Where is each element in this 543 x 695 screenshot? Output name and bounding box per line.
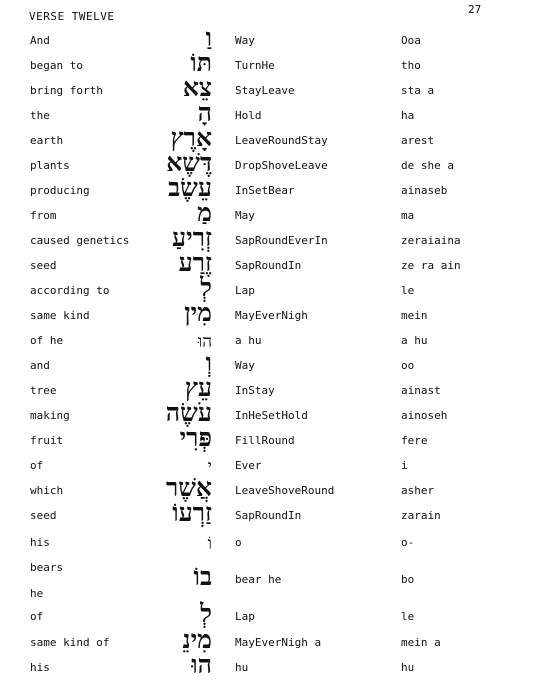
english-word: according to bbox=[30, 284, 110, 297]
hebrew-word: פְּרִי bbox=[179, 423, 212, 452]
english-word: his bbox=[30, 536, 50, 549]
english-word: tree bbox=[30, 384, 57, 397]
translation-word: SapRoundIn bbox=[235, 259, 302, 272]
table-row bbox=[0, 650, 543, 686]
table-row bbox=[0, 23, 543, 59]
translation-word: LeaveRoundStay bbox=[235, 134, 328, 147]
table-row bbox=[0, 173, 543, 209]
table-row bbox=[0, 473, 543, 509]
phonetic-word: ha bbox=[401, 109, 415, 122]
table-row bbox=[0, 398, 543, 434]
hebrew-word: אֲשֶׁר bbox=[165, 473, 212, 502]
phonetic-word: ma bbox=[401, 209, 415, 222]
hebrew-word: זְרִיעַ bbox=[172, 223, 212, 252]
table-row bbox=[0, 459, 543, 484]
phonetic-word: zeraiaina bbox=[401, 234, 461, 247]
table-row bbox=[0, 223, 543, 259]
english-word: bring forth bbox=[30, 84, 103, 97]
table-row bbox=[0, 373, 543, 409]
phonetic-word: sta a bbox=[401, 84, 435, 97]
english-word: the bbox=[30, 109, 50, 122]
table-row bbox=[0, 599, 543, 635]
translation-word: a hu bbox=[235, 334, 262, 347]
translation-word: StayLeave bbox=[235, 84, 295, 97]
translation-word: Hold bbox=[235, 109, 262, 122]
english-word: his bbox=[30, 661, 50, 674]
english-word: plants bbox=[30, 159, 70, 172]
page-title: VERSE TWELVE bbox=[29, 10, 115, 23]
hebrew-word: צֵא bbox=[182, 73, 212, 102]
hebrew-word: עֵשֶׂב bbox=[168, 173, 212, 202]
phonetic-word: ainoseh bbox=[401, 409, 448, 422]
page-number: 27 bbox=[468, 3, 482, 16]
translation-word: InStay bbox=[235, 384, 275, 397]
table-row bbox=[0, 123, 543, 159]
hebrew-word: י bbox=[207, 457, 212, 477]
english-word: and bbox=[30, 359, 50, 372]
english-word: fruit bbox=[30, 434, 64, 447]
translation-word: Ever bbox=[235, 459, 262, 472]
translation-word: o bbox=[235, 536, 242, 549]
phonetic-word: le bbox=[401, 610, 415, 623]
hebrew-word: לְ bbox=[200, 273, 212, 302]
translation-word: FillRound bbox=[235, 434, 295, 447]
english-word: of he bbox=[30, 334, 64, 347]
english-word: which bbox=[30, 484, 64, 497]
english-word: of bbox=[30, 610, 44, 623]
translation-word: Way bbox=[235, 359, 255, 372]
phonetic-word: ainast bbox=[401, 384, 441, 397]
english-word: from bbox=[30, 209, 57, 222]
phonetic-word: oo bbox=[401, 359, 415, 372]
english-word: of bbox=[30, 459, 44, 472]
phonetic-word: fere bbox=[401, 434, 428, 447]
english-word: same kind bbox=[30, 309, 90, 322]
table-row bbox=[0, 148, 543, 184]
hebrew-word: מִינֵ bbox=[182, 625, 212, 654]
translation-word: TurnHe bbox=[235, 59, 275, 72]
phonetic-word: tho bbox=[401, 59, 421, 72]
phonetic-word: asher bbox=[401, 484, 435, 497]
phonetic-word: mein a bbox=[401, 636, 441, 649]
hebrew-word: זֶרַע bbox=[178, 248, 212, 277]
table-row bbox=[0, 348, 543, 384]
table-row bbox=[0, 561, 543, 600]
phonetic-word: Ooa bbox=[401, 34, 421, 47]
table-row bbox=[0, 48, 543, 84]
table-row bbox=[0, 334, 543, 359]
translation-word: SapRoundIn bbox=[235, 509, 302, 522]
translation-word: bear he bbox=[235, 573, 282, 586]
translation-word: MayEverNigh bbox=[235, 309, 308, 322]
hebrew-word: אָרֶץ bbox=[170, 123, 212, 152]
translation-word: Way bbox=[235, 34, 255, 47]
english-word: producing bbox=[30, 184, 90, 197]
translation-word: MayEverNigh a bbox=[235, 636, 322, 649]
table-row bbox=[0, 625, 543, 661]
phonetic-word: arest bbox=[401, 134, 435, 147]
hebrew-word: דֶּשֶׁא bbox=[166, 148, 212, 177]
phonetic-word: a hu bbox=[401, 334, 428, 347]
hebrew-word: הָ bbox=[197, 98, 212, 127]
table-row bbox=[0, 73, 543, 109]
table-row bbox=[0, 248, 543, 284]
translation-word: DropShoveLeave bbox=[235, 159, 328, 172]
phonetic-word: bo bbox=[401, 573, 415, 586]
english-word: bears bbox=[30, 561, 64, 574]
table-row bbox=[0, 273, 543, 309]
phonetic-word: i bbox=[401, 459, 408, 472]
translation-word: May bbox=[235, 209, 255, 222]
english-word: And bbox=[30, 34, 50, 47]
phonetic-word: ze ra ain bbox=[401, 259, 461, 272]
english-word: seed bbox=[30, 509, 57, 522]
hebrew-word: הוּ bbox=[197, 332, 212, 352]
hebrew-word: עֵץ bbox=[184, 373, 212, 402]
table-row bbox=[0, 423, 543, 459]
hebrew-word: וֹ bbox=[207, 534, 212, 554]
translation-word: LeaveShoveRound bbox=[235, 484, 335, 497]
english-word: caused genetics bbox=[30, 234, 130, 247]
english-word-line2: he bbox=[30, 587, 44, 600]
phonetic-word: hu bbox=[401, 661, 415, 674]
translation-word: Lap bbox=[235, 610, 255, 623]
english-word: seed bbox=[30, 259, 57, 272]
translation-word: InHeSetHold bbox=[235, 409, 308, 422]
translation-word: SapRoundEverIn bbox=[235, 234, 328, 247]
hebrew-word: הוּ bbox=[191, 650, 212, 679]
hebrew-word: עֹשֶׂה bbox=[165, 398, 212, 427]
hebrew-word: זַרְעוֹ bbox=[172, 498, 212, 527]
table-row bbox=[0, 198, 543, 234]
english-word: making bbox=[30, 409, 70, 422]
table-row bbox=[0, 98, 543, 134]
phonetic-word: o- bbox=[401, 536, 415, 549]
hebrew-word: בוֹ bbox=[193, 562, 212, 591]
english-word: earth bbox=[30, 134, 64, 147]
table-row bbox=[0, 536, 543, 561]
phonetic-word: zarain bbox=[401, 509, 441, 522]
hebrew-word: וְ bbox=[205, 348, 212, 377]
hebrew-word: מַ bbox=[197, 198, 212, 227]
phonetic-word: mein bbox=[401, 309, 428, 322]
hebrew-word: מִין bbox=[184, 298, 212, 327]
translation-word: hu bbox=[235, 661, 249, 674]
english-word: same kind of bbox=[30, 636, 110, 649]
translation-word: Lap bbox=[235, 284, 255, 297]
hebrew-word: תּוֹ bbox=[190, 48, 212, 77]
english-word: began to bbox=[30, 59, 83, 72]
phonetic-word: de she a bbox=[401, 159, 454, 172]
translation-word: InSetBear bbox=[235, 184, 295, 197]
table-row bbox=[0, 498, 543, 534]
table-row bbox=[0, 298, 543, 334]
phonetic-word: le bbox=[401, 284, 415, 297]
hebrew-word: וַ bbox=[205, 23, 212, 52]
phonetic-word: ainaseb bbox=[401, 184, 448, 197]
hebrew-word: לְ bbox=[200, 599, 212, 628]
